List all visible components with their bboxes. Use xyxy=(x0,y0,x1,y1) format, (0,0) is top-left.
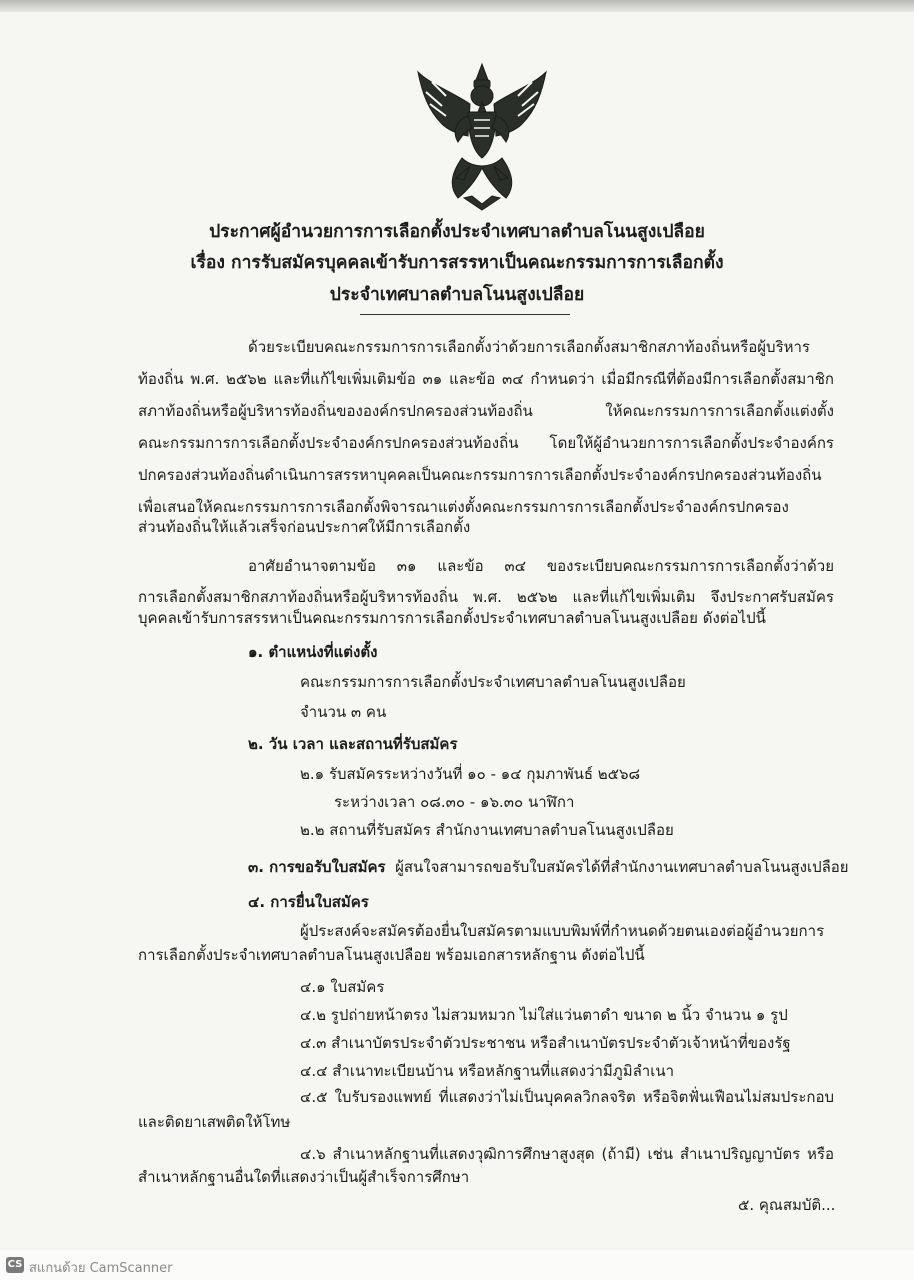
section4-item: ๔.๑ ใบสมัคร xyxy=(300,978,385,996)
section2-dates: ๒.๑ รับสมัครระหว่างวันที่ ๑๐ - ๑๔ กุมภาพันธ์ ๒๕๖๘ xyxy=(300,765,641,783)
section1-heading: ๑. ตำแหน่งที่แต่งตั้ง xyxy=(248,643,378,661)
section2-heading: ๒. วัน เวลา และสถานที่รับสมัคร xyxy=(248,735,458,753)
section4-item: ๔.๖ สำเนาหลักฐานที่แสดงวุฒิการศึกษาสูงสุด (ถ้ามี) เช่น สำเนาปริญญาบัตร หรือ xyxy=(300,1145,834,1163)
section4-intro: ผู้ประสงค์จะสมัครต้องยื่นใบสมัครตามแบบพิมพ์ที่กำหนดด้วยตนเองต่อผู้อำนวยการ xyxy=(300,922,825,940)
document-page xyxy=(0,12,914,1250)
para1-line: ท้องถิ่น พ.ศ. ๒๕๖๒ และที่แก้ไขเพิ่มเติมข้อ ๓๑ และข้อ ๓๔ กำหนดว่า เมื่อมีกรณีที่ต้องมีการเลือกตั้งสมาชิก xyxy=(138,370,834,388)
para1-line: ส่วนท้องถิ่นให้แล้วเสร็จก่อนประกาศให้มีการเลือกตั้ง xyxy=(138,518,471,536)
section4-item: และติดยาเสพติดให้โทษ xyxy=(138,1113,291,1131)
scan-top-edge xyxy=(0,0,914,12)
section1-count: จำนวน ๓ คน xyxy=(300,703,387,721)
section2-location: ๒.๒ สถานที่รับสมัคร สำนักงานเทศบาลตำบลโนนสูงเปลือย xyxy=(300,821,674,839)
section4-item: ๔.๕ ใบรับรองแพทย์ ที่แสดงว่าไม่เป็นบุคคลวิกลจริต หรือจิตฟั่นเฟือนไม่สมประกอบ xyxy=(300,1088,834,1106)
para1-line: ปกครองส่วนท้องถิ่นดำเนินการสรรหาบุคคลเป็นคณะกรรมการการเลือกตั้งประจำองค์กรปกครองส่วนท้องถิ่น xyxy=(138,466,822,484)
para1-line: ด้วยระเบียบคณะกรรมการการเลือกตั้งว่าด้วยการเลือกตั้งสมาชิกสภาท้องถิ่นหรือผู้บริหาร xyxy=(248,338,810,356)
section4-intro: การเลือกตั้งประจำเทศบาลตำบลโนนสูงเปลือย พร้อมเอกสารหลักฐาน ดังต่อไปนี้ xyxy=(138,946,645,964)
para2-line: การเลือกตั้งสมาชิกสภาท้องถิ่นหรือผู้บริหารท้องถิ่น พ.ศ. ๒๕๖๒ และที่แก้ไขเพิ่มเติม จึงประกาศรับสมัคร xyxy=(138,588,834,606)
scanner-footer xyxy=(0,1250,914,1280)
page-continuation: ๕. คุณสมบัติ... xyxy=(738,1196,836,1214)
section4-item: ๔.๒ รูปถ่ายหน้าตรง ไม่สวมหมวก ไม่ใส่แว่นตาดำ ขนาด ๒ นิ้ว จำนวน ๑ รูป xyxy=(300,1006,788,1024)
camscanner-logo-icon: CS xyxy=(6,1257,24,1273)
section1-position: คณะกรรมการการเลือกตั้งประจำเทศบาลตำบลโนนสูงเปลือย xyxy=(300,673,686,691)
para2-line: บุคคลเข้ารับการสรรหาเป็นคณะกรรมการการเลือกตั้งประจำเทศบาลตำบลโนนสูงเปลือย ดังต่อไปนี้ xyxy=(138,609,766,627)
para2-line: อาศัยอำนาจตามข้อ ๓๑ และข้อ ๓๔ ของระเบียบคณะกรรมการการเลือกตั้งว่าด้วย xyxy=(248,557,834,575)
scanner-watermark: สแกนด้วย CamScanner xyxy=(29,1261,173,1276)
section3-text: ผู้สนใจสามารถขอรับใบสมัครได้ที่สำนักงานเทศบาลตำบลโนนสูงเปลือย xyxy=(395,858,849,876)
title-underline xyxy=(360,314,570,315)
section4-item: ๔.๔ สำเนาทะเบียนบ้าน หรือหลักฐานที่แสดงว่ามีภูมิลำเนา xyxy=(300,1062,674,1080)
title-line-3: ประจำเทศบาลตำบลโนนสูงเปลือย xyxy=(329,285,585,305)
title-line-1: ประกาศผู้อำนวยการการเลือกตั้งประจำเทศบาลตำบลโนนสูงเปลือย xyxy=(209,222,705,242)
section4-item: สำเนาหลักฐานอื่นใดที่แสดงว่าเป็นผู้สำเร็จการศึกษา xyxy=(138,1168,470,1186)
para1-line: คณะกรรมการการเลือกตั้งประจำองค์กรปกครองส่วนท้องถิ่น โดยให้ผู้อำนวยการการเลือกตั้งประจำองค์กร xyxy=(138,434,834,452)
title-line-2: เรื่อง การรับสมัครบุคคลเข้ารับการสรรหาเป็นคณะกรรมการการเลือกตั้ง xyxy=(190,253,724,273)
garuda-emblem-icon xyxy=(412,62,552,212)
section3-line xyxy=(248,857,849,877)
para1-line: เพื่อเสนอให้คณะกรรมการการเลือกตั้งพิจารณาแต่งตั้งคณะกรรมการการเลือกตั้งประจำองค์กรปกครอง xyxy=(138,498,789,516)
section4-item: ๔.๓ สำเนาบัตรประจำตัวประชาชน หรือสำเนาบัตรประจำตัวเจ้าหน้าที่ของรัฐ xyxy=(300,1034,791,1052)
para1-line: สภาท้องถิ่นหรือผู้บริหารท้องถิ่นขององค์กรปกครองส่วนท้องถิ่น ให้คณะกรรมการการเลือกตั้งแต่งตั้ง xyxy=(138,402,834,420)
section3-heading: ๓. การขอรับใบสมัคร xyxy=(248,858,386,876)
section2-time: ระหว่างเวลา ๐๘.๓๐ - ๑๖.๓๐ นาฬิกา xyxy=(334,793,575,811)
section4-heading: ๔. การยื่นใบสมัคร xyxy=(248,893,369,911)
